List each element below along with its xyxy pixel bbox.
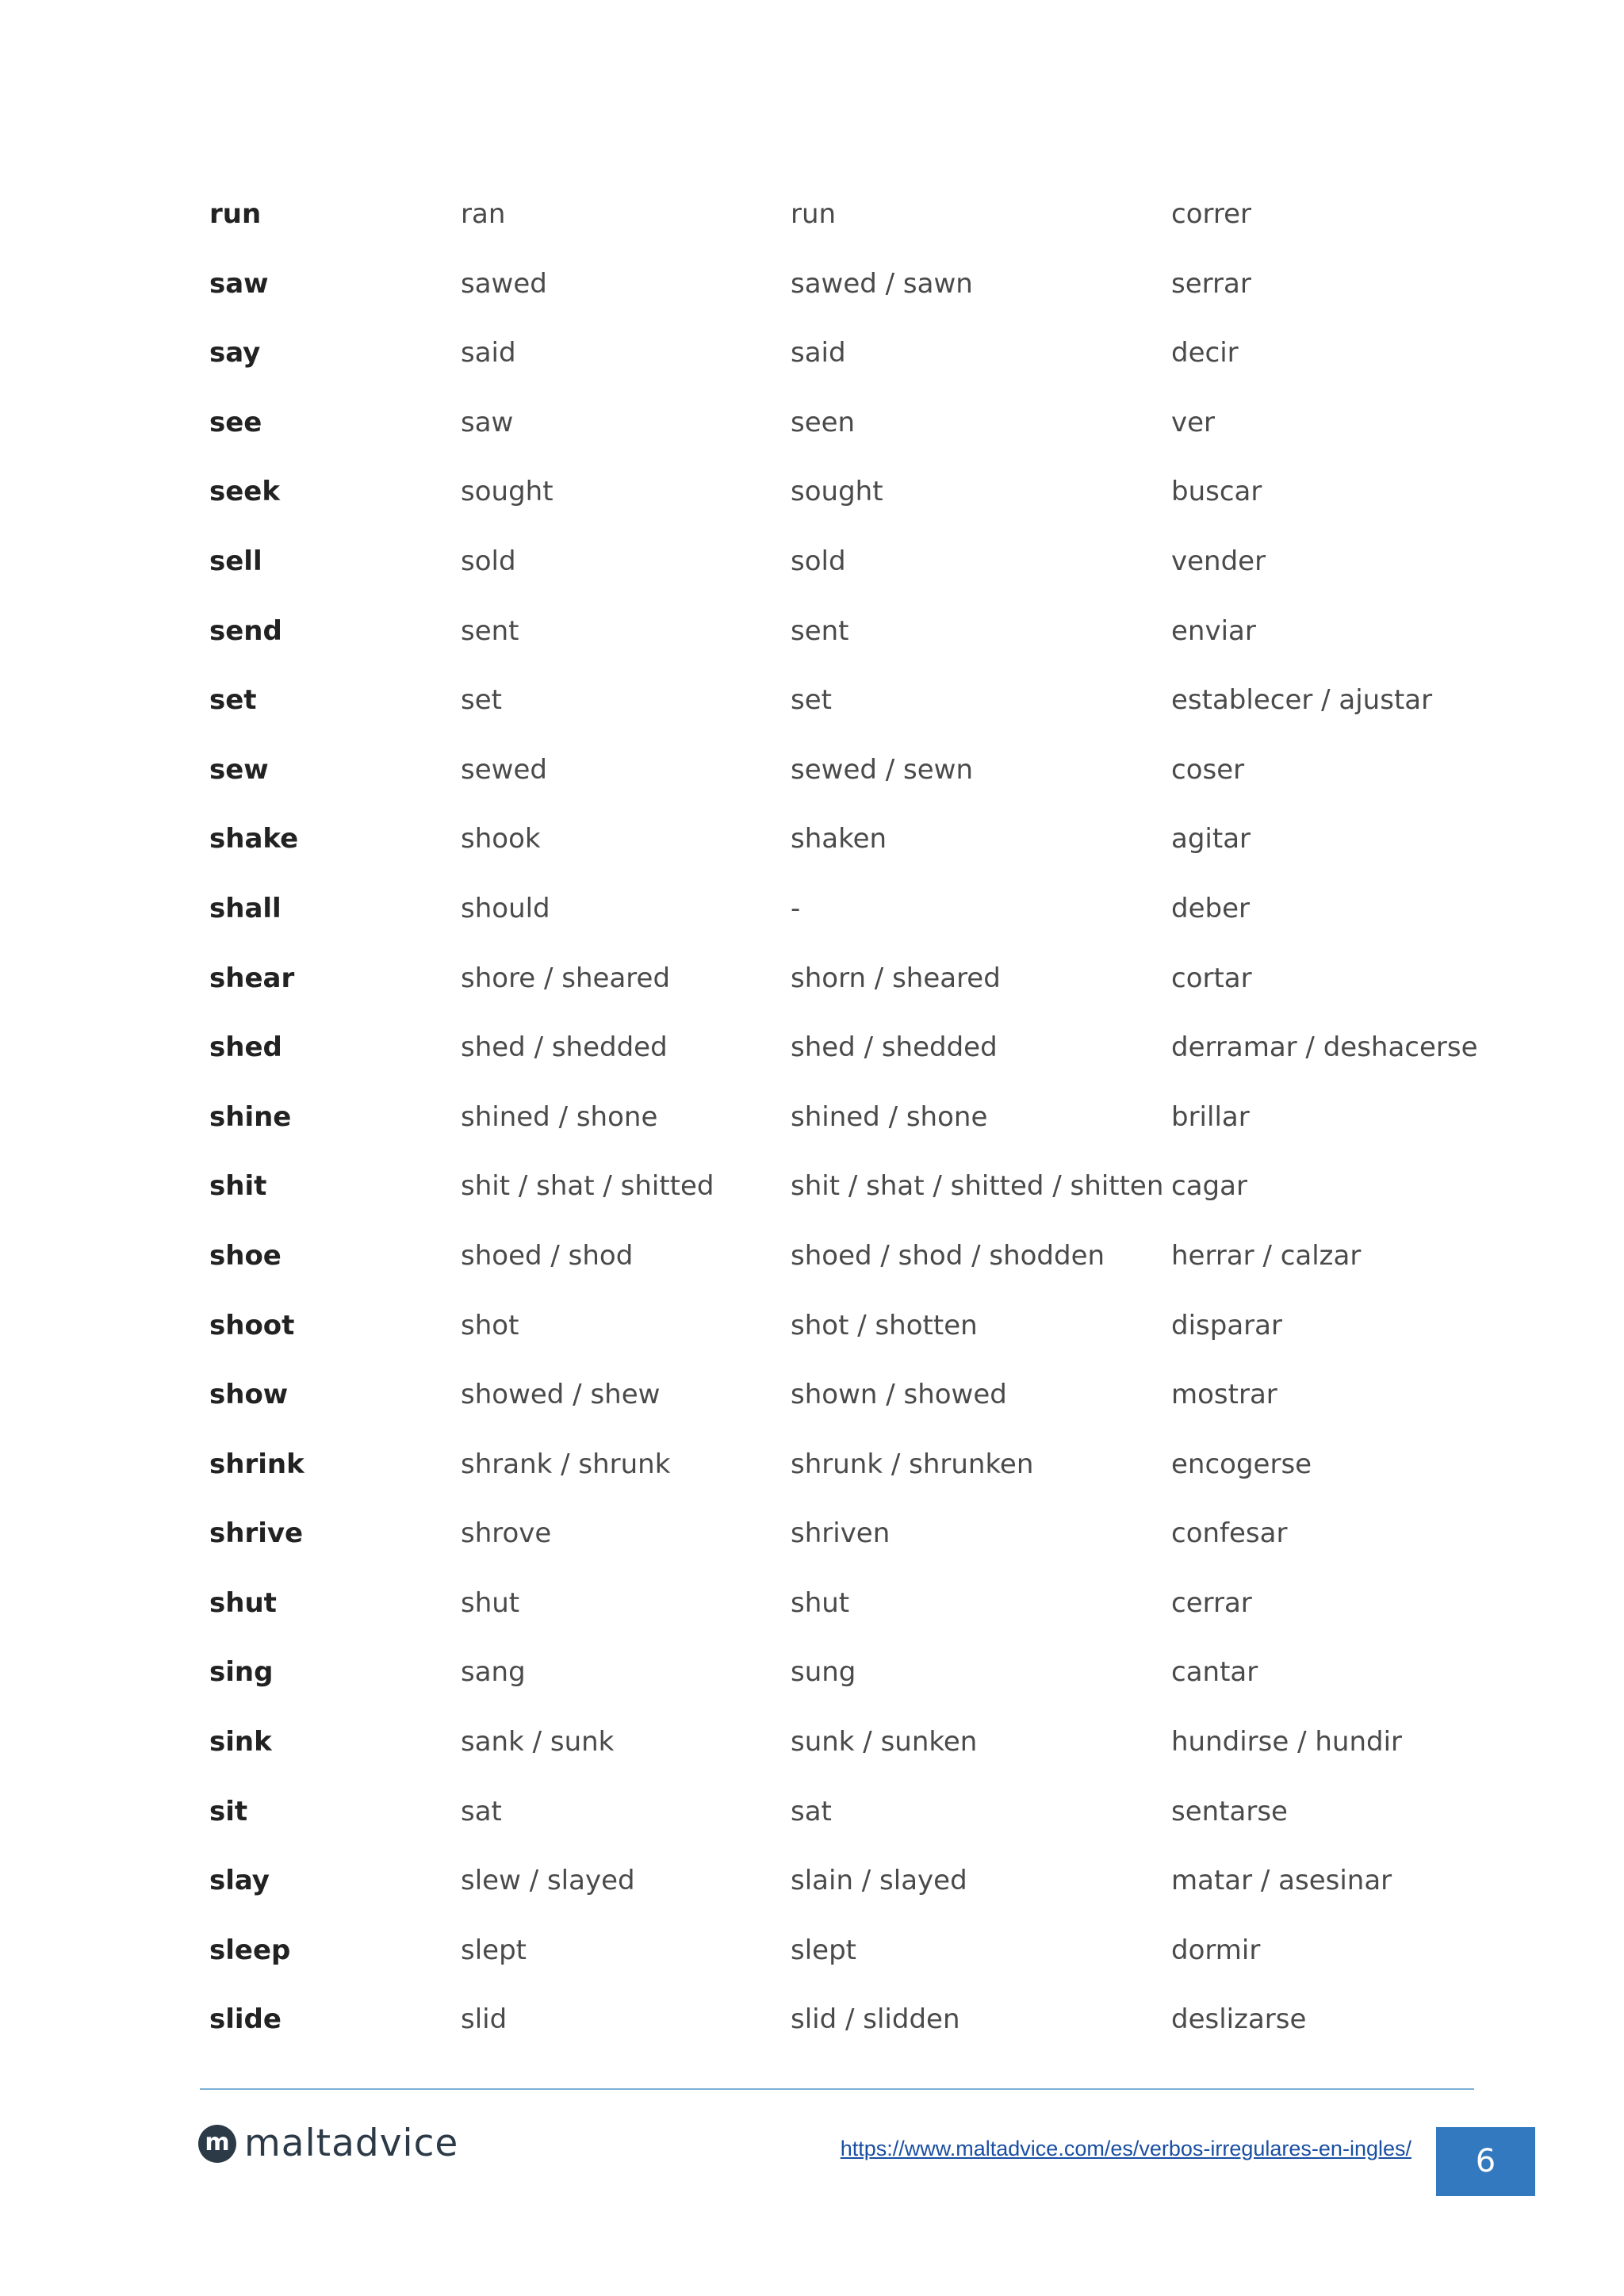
verb-base: shed bbox=[209, 1031, 282, 1064]
verb-past-simple: ran bbox=[461, 198, 506, 230]
verb-past-simple: set bbox=[461, 684, 502, 717]
verb-row bbox=[209, 329, 1478, 399]
verb-base: shake bbox=[209, 823, 299, 855]
verb-base: shut bbox=[209, 1586, 277, 1619]
verb-translation: encogerse bbox=[1171, 1448, 1312, 1480]
verb-translation: sentarse bbox=[1171, 1795, 1288, 1827]
verb-base: seek bbox=[209, 476, 280, 508]
verb-base: send bbox=[209, 614, 282, 647]
verb-past-participle: sat bbox=[791, 1795, 832, 1827]
verb-past-simple: sent bbox=[461, 614, 519, 647]
verb-translation: deslizarse bbox=[1171, 2003, 1307, 2036]
verb-past-simple: shed / shedded bbox=[461, 1031, 668, 1064]
verb-translation: herrar / calzar bbox=[1171, 1239, 1362, 1272]
verb-translation: dormir bbox=[1171, 1934, 1261, 1966]
verb-translation: brillar bbox=[1171, 1100, 1250, 1133]
source-link[interactable]: https://www.maltadvice.com/es/verbos-irregulares-en-ingles/ bbox=[840, 2137, 1411, 2160]
verb-row bbox=[209, 1996, 1478, 2065]
verb-base: shoe bbox=[209, 1239, 282, 1272]
verb-past-participle: sent bbox=[791, 614, 849, 647]
verb-past-simple: slew / slayed bbox=[461, 1865, 635, 1897]
verb-past-participle: shoed / shod / shodden bbox=[791, 1239, 1105, 1272]
verb-row bbox=[209, 399, 1478, 469]
verb-past-participle: slid / slidden bbox=[791, 2003, 960, 2036]
verb-past-participle: sawed / sawn bbox=[791, 267, 973, 300]
verb-past-participle: shown / showed bbox=[791, 1379, 1007, 1411]
verb-past-participle: shorn / sheared bbox=[791, 962, 1001, 994]
verb-base: sleep bbox=[209, 1934, 291, 1966]
verb-past-participle: seen bbox=[791, 406, 856, 438]
verb-past-participle: sought bbox=[791, 476, 883, 508]
verb-past-simple: sold bbox=[461, 545, 516, 577]
verb-base: shall bbox=[209, 892, 282, 924]
verb-translation: enviar bbox=[1171, 614, 1256, 647]
verb-past-simple: shined / shone bbox=[461, 1100, 658, 1133]
verb-translation: agitar bbox=[1171, 823, 1251, 855]
verb-translation: cantar bbox=[1171, 1656, 1258, 1689]
logo-icon: m bbox=[198, 2125, 236, 2163]
verb-row bbox=[209, 1788, 1478, 1858]
verb-base: show bbox=[209, 1379, 289, 1411]
verb-past-participle: shined / shone bbox=[791, 1100, 988, 1133]
verb-translation: confesar bbox=[1171, 1517, 1288, 1550]
verb-past-simple: sewed bbox=[461, 753, 547, 786]
verb-row bbox=[209, 1857, 1478, 1927]
verb-row bbox=[209, 955, 1478, 1024]
verb-row bbox=[209, 1648, 1478, 1718]
verb-base: run bbox=[209, 198, 262, 230]
verb-row bbox=[209, 1093, 1478, 1163]
verb-translation: coser bbox=[1171, 753, 1245, 786]
verb-past-simple: shot bbox=[461, 1309, 519, 1341]
verb-row bbox=[209, 1232, 1478, 1302]
verb-past-simple: shrove bbox=[461, 1517, 552, 1550]
verb-past-simple: shoed / shod bbox=[461, 1239, 634, 1272]
verb-row bbox=[209, 746, 1478, 816]
verb-base: shear bbox=[209, 962, 295, 994]
verb-translation: disparar bbox=[1171, 1309, 1282, 1341]
verb-past-participle: slain / slayed bbox=[791, 1865, 967, 1897]
verb-row bbox=[209, 1510, 1478, 1579]
verb-past-participle: shaken bbox=[791, 823, 887, 855]
verb-past-simple: shook bbox=[461, 823, 541, 855]
verb-past-participle: - bbox=[791, 892, 801, 924]
verb-past-simple: slid bbox=[461, 2003, 508, 2036]
verb-translation: cagar bbox=[1171, 1170, 1247, 1203]
verb-base: slide bbox=[209, 2003, 282, 2036]
verb-past-participle: sold bbox=[791, 545, 846, 577]
verb-past-simple: slept bbox=[461, 1934, 527, 1966]
verb-row bbox=[209, 1162, 1478, 1232]
verb-row bbox=[209, 538, 1478, 607]
verb-translation: vender bbox=[1171, 545, 1266, 577]
verb-translation: establecer / ajustar bbox=[1171, 684, 1433, 717]
verb-base: shit bbox=[209, 1170, 267, 1203]
verb-row bbox=[209, 1024, 1478, 1093]
verb-base: shine bbox=[209, 1100, 292, 1133]
verb-past-simple: sang bbox=[461, 1656, 526, 1689]
verb-base: say bbox=[209, 337, 261, 369]
verb-row bbox=[209, 1371, 1478, 1441]
verb-base: sell bbox=[209, 545, 262, 577]
verb-row bbox=[209, 1718, 1478, 1788]
verb-base: set bbox=[209, 684, 257, 717]
verb-row bbox=[209, 1441, 1478, 1510]
verb-row bbox=[209, 1302, 1478, 1372]
verb-past-participle: slept bbox=[791, 1934, 856, 1966]
verb-past-simple: sat bbox=[461, 1795, 502, 1827]
verb-past-simple: shore / sheared bbox=[461, 962, 671, 994]
verb-past-simple: shrank / shrunk bbox=[461, 1448, 671, 1480]
verb-past-participle: shriven bbox=[791, 1517, 891, 1550]
verb-base: shrink bbox=[209, 1448, 304, 1480]
verb-row bbox=[209, 815, 1478, 885]
verb-past-simple: sank / sunk bbox=[461, 1726, 615, 1758]
verb-row bbox=[209, 1579, 1478, 1649]
verb-translation: serrar bbox=[1171, 267, 1251, 300]
verb-past-participle: shut bbox=[791, 1586, 850, 1619]
verb-base: shrive bbox=[209, 1517, 304, 1550]
verb-base: shoot bbox=[209, 1309, 295, 1341]
verb-translation: matar / asesinar bbox=[1171, 1865, 1392, 1897]
maltadvice-logo bbox=[198, 2122, 459, 2165]
verb-base: see bbox=[209, 406, 262, 438]
verb-row bbox=[209, 190, 1478, 260]
footer-divider bbox=[200, 2088, 1474, 2090]
verb-translation: buscar bbox=[1171, 476, 1262, 508]
verb-past-simple: shut bbox=[461, 1586, 520, 1619]
verb-translation: derramar / deshacerse bbox=[1171, 1031, 1478, 1064]
verb-translation: decir bbox=[1171, 337, 1239, 369]
verb-past-participle: shot / shotten bbox=[791, 1309, 978, 1341]
verb-translation: deber bbox=[1171, 892, 1250, 924]
verb-past-simple: sought bbox=[461, 476, 553, 508]
verb-past-simple: said bbox=[461, 337, 516, 369]
verb-row bbox=[209, 607, 1478, 677]
verb-past-participle: shit / shat / shitted / shitten bbox=[791, 1170, 1164, 1203]
verb-translation: hundirse / hundir bbox=[1171, 1726, 1403, 1758]
verb-past-simple: should bbox=[461, 892, 550, 924]
verb-base: slay bbox=[209, 1865, 270, 1897]
verb-past-participle: sung bbox=[791, 1656, 856, 1689]
verb-base: sew bbox=[209, 753, 269, 786]
verb-past-participle: shrunk / shrunken bbox=[791, 1448, 1034, 1480]
logo-text: maltadvice bbox=[244, 2122, 459, 2165]
verb-row bbox=[209, 260, 1478, 330]
verb-past-simple: sawed bbox=[461, 267, 547, 300]
verb-row bbox=[209, 676, 1478, 746]
verb-base: saw bbox=[209, 267, 269, 300]
verb-translation: cerrar bbox=[1171, 1586, 1252, 1619]
verb-translation: ver bbox=[1171, 406, 1216, 438]
verb-past-participle: set bbox=[791, 684, 832, 717]
verb-base: sink bbox=[209, 1726, 272, 1758]
verb-past-participle: run bbox=[791, 198, 837, 230]
verb-past-participle: said bbox=[791, 337, 846, 369]
verb-past-simple: saw bbox=[461, 406, 514, 438]
verb-row bbox=[209, 468, 1478, 538]
verb-row bbox=[209, 885, 1478, 955]
verb-past-participle: sunk / sunken bbox=[791, 1726, 978, 1758]
verb-past-simple: showed / shew bbox=[461, 1379, 661, 1411]
verb-translation: mostrar bbox=[1171, 1379, 1277, 1411]
verb-row bbox=[209, 1927, 1478, 1996]
verb-base: sit bbox=[209, 1795, 248, 1827]
verb-base: sing bbox=[209, 1656, 274, 1689]
verb-table bbox=[209, 190, 1478, 2065]
verb-past-simple: shit / shat / shitted bbox=[461, 1170, 714, 1203]
verb-translation: correr bbox=[1171, 198, 1252, 230]
verb-past-participle: sewed / sewn bbox=[791, 753, 973, 786]
verb-past-participle: shed / shedded bbox=[791, 1031, 998, 1064]
page-number: 6 bbox=[1436, 2127, 1535, 2196]
verb-translation: cortar bbox=[1171, 962, 1252, 994]
